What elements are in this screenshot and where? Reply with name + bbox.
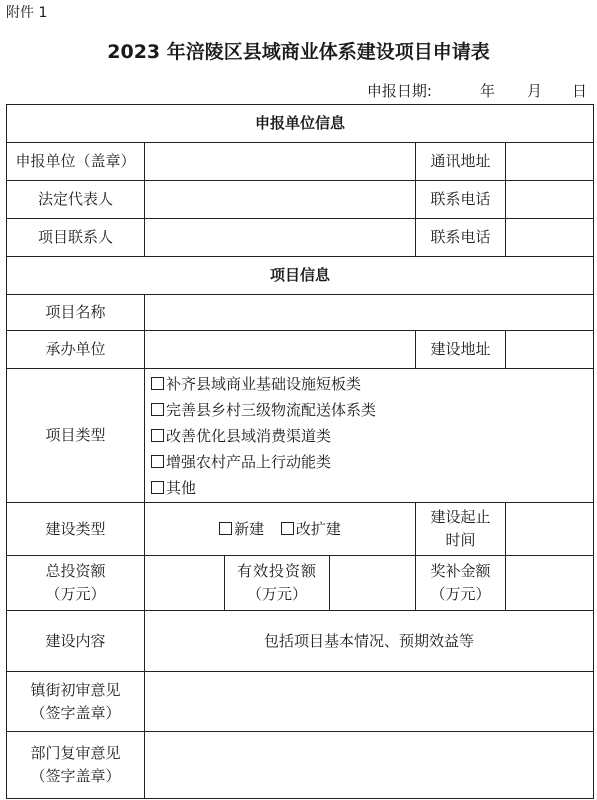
project-type-options bbox=[145, 369, 594, 503]
checkbox-icon[interactable] bbox=[151, 481, 164, 494]
project-name-field[interactable] bbox=[145, 295, 594, 331]
subsidy-amount-label: 奖补金额 （万元） bbox=[416, 556, 506, 611]
checkbox-icon[interactable] bbox=[219, 522, 232, 535]
date-label: 申报日期: bbox=[366, 82, 432, 100]
legal-rep-label: 法定代表人 bbox=[7, 181, 145, 219]
section-project-info: 项目信息 bbox=[7, 257, 594, 295]
month-label: 月 bbox=[526, 82, 542, 100]
build-type-new-option[interactable]: 新建 bbox=[219, 518, 264, 541]
contact-field[interactable] bbox=[145, 219, 416, 257]
legal-rep-field[interactable] bbox=[145, 181, 416, 219]
checkbox-icon[interactable] bbox=[151, 377, 164, 390]
checkbox-icon[interactable] bbox=[151, 429, 164, 442]
project-type-label: 项目类型 bbox=[7, 369, 145, 503]
phone-label: 联系电话 bbox=[416, 181, 506, 219]
undertaker-field[interactable] bbox=[145, 331, 416, 369]
contact-phone-label: 联系电话 bbox=[416, 219, 506, 257]
checkbox-icon[interactable] bbox=[151, 403, 164, 416]
project-name-label: 项目名称 bbox=[7, 295, 145, 331]
project-type-option[interactable]: 改善优化县域消费渠道类 bbox=[151, 423, 593, 449]
build-address-field[interactable] bbox=[506, 331, 594, 369]
build-period-label: 建设起止 时间 bbox=[416, 503, 506, 556]
year-label: 年 bbox=[479, 82, 495, 100]
build-type-options bbox=[145, 503, 416, 556]
build-type-label: 建设类型 bbox=[7, 503, 145, 556]
address-label: 通讯地址 bbox=[416, 143, 506, 181]
day-label: 日 bbox=[571, 82, 587, 100]
checkbox-icon[interactable] bbox=[151, 455, 164, 468]
subsidy-amount-field[interactable] bbox=[506, 556, 594, 611]
total-investment-label: 总投资额 （万元） bbox=[7, 556, 145, 611]
town-review-label: 镇街初审意见 （签字盖章） bbox=[7, 672, 145, 732]
application-date bbox=[367, 80, 587, 101]
contact-label: 项目联系人 bbox=[7, 219, 145, 257]
build-type-expand-option[interactable]: 改扩建 bbox=[281, 518, 341, 541]
attachment-label: 附件 1 bbox=[6, 5, 48, 21]
town-review-field[interactable] bbox=[145, 672, 594, 732]
project-type-option[interactable]: 补齐县域商业基础设施短板类 bbox=[151, 371, 593, 397]
section-applicant-info: 申报单位信息 bbox=[7, 105, 594, 143]
project-type-option[interactable]: 其他 bbox=[151, 475, 593, 501]
project-type-option[interactable]: 完善县乡村三级物流配送体系类 bbox=[151, 397, 593, 423]
construction-content-field[interactable]: 包括项目基本情况、预期效益等 bbox=[145, 611, 594, 672]
dept-review-field[interactable] bbox=[145, 732, 594, 799]
undertaker-label: 承办单位 bbox=[7, 331, 145, 369]
build-period-field[interactable] bbox=[506, 503, 594, 556]
total-investment-field[interactable] bbox=[145, 556, 225, 611]
construction-content-label: 建设内容 bbox=[7, 611, 145, 672]
application-form-table bbox=[6, 104, 594, 799]
form-title: 2023 年涪陵区县域商业体系建设项目申请表 bbox=[107, 41, 490, 63]
applicant-unit-field[interactable] bbox=[145, 143, 416, 181]
applicant-unit-label: 申报单位（盖章） bbox=[7, 143, 145, 181]
address-field[interactable] bbox=[506, 143, 594, 181]
effective-investment-label: 有效投资额 （万元） bbox=[225, 556, 330, 611]
project-type-option[interactable]: 增强农村产品上行动能类 bbox=[151, 449, 593, 475]
build-address-label: 建设地址 bbox=[416, 331, 506, 369]
phone-field[interactable] bbox=[506, 181, 594, 219]
dept-review-label: 部门复审意见 （签字盖章） bbox=[7, 732, 145, 799]
contact-phone-field[interactable] bbox=[506, 219, 594, 257]
checkbox-icon[interactable] bbox=[281, 522, 294, 535]
effective-investment-field[interactable] bbox=[330, 556, 416, 611]
